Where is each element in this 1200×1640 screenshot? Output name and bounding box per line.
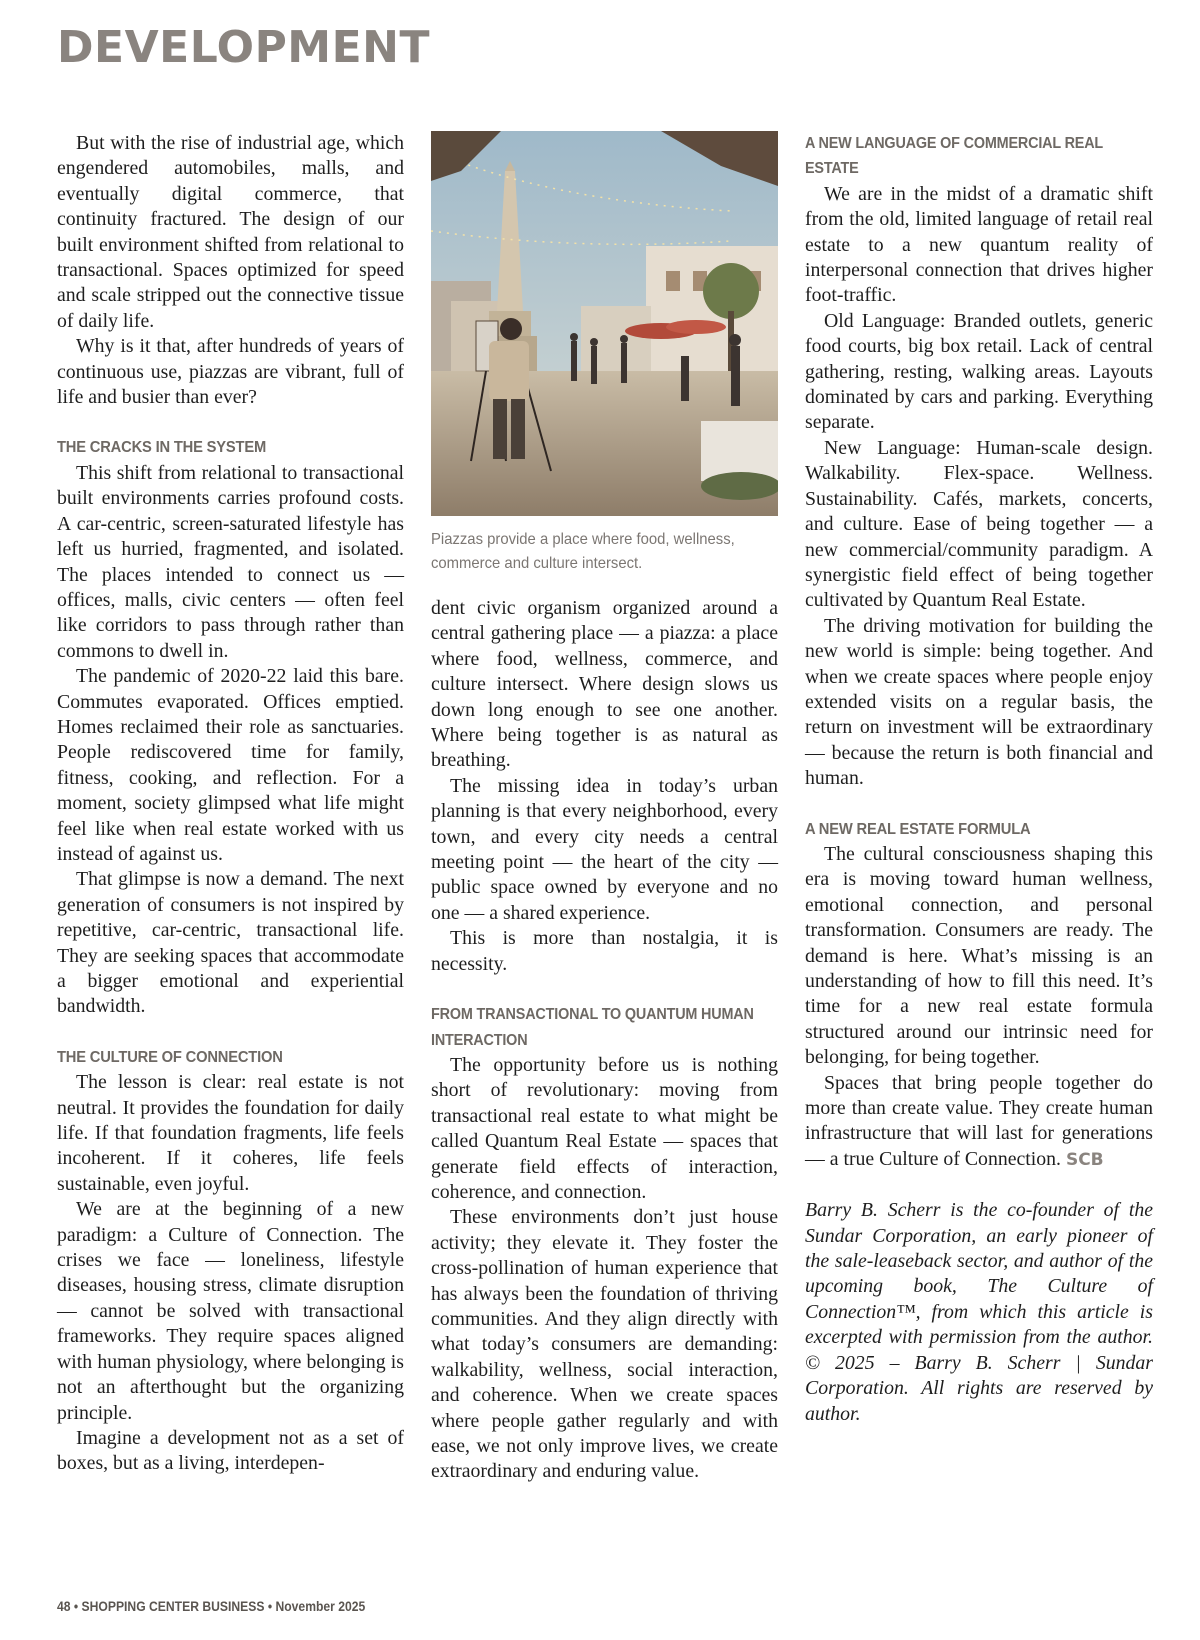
paragraph: The lesson is clear: real estate is not neutral. It provides the foundation for daily life. If that foundation fragments, life feels incoherent. If it coheres, life feels sustainable, even joyful.: [57, 1071, 404, 1195]
photo-caption: Piazzas provide a place where food, wellness, commerce and culture intersect.: [431, 531, 735, 572]
paragraph: The cultural consciousness shaping this era is moving toward human wellness, emotional connection, and personal transformation. Consumers are ready. The demand is here. What’s missing is an understanding of how to fill this need. It’s time for a new real estate formula structured around our intrinsic need for belonging, for being together.: [805, 842, 1153, 1069]
paragraph: We are in the midst of a dramatic shift from the old, limited language of retail real estate to a new quantum reality of interpersonal connection that drives higher foot-traffic.: [805, 182, 1153, 307]
paragraph: The missing idea in today’s urban planning is that every neighborhood, every town, and every city needs a central meeting point — the heart of the city — public space owned by everyone and no one — a shared experience.: [431, 774, 778, 924]
subheading: THE CULTURE OF CONNECTION: [57, 1048, 283, 1066]
paragraph: But with the rise of industrial age, which engendered automobiles, malls, and eventually digital commerce, that continuity fractured. The design of our built environment shifted from relational to transactional. Spaces optimized for speed and scale stripped out the connective tissue of daily life.: [57, 132, 404, 332]
signoff-mark: SCB: [1065, 1149, 1104, 1170]
paragraph: The driving motivation for building the new world is simple: being together. And when we create spaces where people enjoy extended visits on a regular basis, the return on investment will be extraordinary — because the return is both financial and human.: [805, 614, 1153, 790]
paragraph: The pandemic of 2020-22 laid this bare. Commutes evaporated. Offices emptied. Homes reclaimed their role as sanctuaries. People rediscovered time for family, fitness, cooking, and reflection. For a moment, society glimpsed what life might feel like when real estate worked with us instead of against us.: [57, 665, 404, 865]
paragraph: This is more than nostalgia, it is necessity.: [431, 927, 778, 975]
paragraph-with-signoff: [805, 1071, 1153, 1174]
subheading: A NEW LANGUAGE OF COMMERCIAL REAL ESTATE: [805, 135, 1103, 178]
paragraph: The opportunity before us is nothing short of revolutionary: moving from transactional real estate to what might be called Quantum Real Estate — spaces that generate field effects of interaction, coherence, and connection.: [431, 1053, 778, 1203]
subheading: A NEW REAL ESTATE FORMULA: [805, 820, 1031, 838]
column-1: [57, 131, 404, 1477]
paragraph: New Language: Human-scale design. Walkability. Flex-space. Wellness. Sustainability. Cafés, markets, concerts, and culture. Ease of being together — a new commercial/community paradigm. A synergistic field effect of being together cultivated by Quantum Real Estate.: [805, 436, 1153, 612]
section-title: DEVELOPMENT: [57, 22, 430, 73]
paragraph: Why is it that, after hundreds of years of continuous use, piazzas are vibrant, full of life and busier than ever?: [57, 335, 404, 409]
paragraph: Old Language: Branded outlets, generic food courts, big box retail. Lack of central gathering, resting, walking areas. Layouts dominated by cars and parking. Everything separate.: [805, 309, 1153, 434]
paragraph: That glimpse is now a demand. The next generation of consumers is not inspired by repetitive, car-centric, transactional life. They are seeking spaces that accommodate a bigger emotional and experiential bandwidth.: [57, 868, 404, 1018]
page-footer: 48 • SHOPPING CENTER BUSINESS • November 2025: [57, 1599, 366, 1614]
subheading: FROM TRANSACTIONAL TO QUANTUM HUMAN INTERACTION: [431, 1006, 754, 1049]
piazza-photo: [431, 131, 778, 516]
paragraph: This shift from relational to transactional built environments carries profound costs. A car-centric, screen-saturated lifestyle has left us hurried, fragmented, and isolated. The places intended to connect us — offices, malls, civic centers — often feel like corridors to pass through rather than commons to dwell in.: [57, 461, 404, 662]
column-3: [805, 131, 1153, 1427]
paragraph: We are at the beginning of a new paradigm: a Culture of Connection. The crises we face — loneliness, lifestyle diseases, housing stress, climate disruption — cannot be solved with transactional frameworks. They require spaces aligned with human physiology, where belonging is not an afterthought but the organizing principle.: [57, 1198, 404, 1424]
paragraph: Imagine a development not as a set of boxes, but as a living, interdepen-: [57, 1426, 404, 1475]
piazza-illustration: [431, 131, 778, 516]
paragraph-text: Spaces that bring people together do more than create value. They create human infrastructure that will last for generations — a true Culture of Connection.: [805, 1071, 1153, 1170]
author-bio: Barry B. Scherr is the co-founder of the Sundar Corporation, an early pioneer of the sale-leaseback sector, and author of the upcoming book, The Culture of Connection™, from which this article is excerpted with permission from the author. © 2025 – Barry B. Scherr | Sundar Corporation. All rights are reserved by author.: [805, 1199, 1153, 1425]
paragraph: These environments don’t just house activity; they elevate it. They foster the cross-pollination of human experience that has always been the foundation of thriving communities. And they align directly with what today’s consumers are demanding: walkability, wellness, social interaction, and coherence. When we create spaces where people gather regularly and with ease, we not only improve lives, we create extraordinary and enduring value.: [431, 1206, 778, 1483]
column-2: [431, 131, 778, 1485]
paragraph: dent civic organism organized around a central gathering place — a piazza: a place where food, wellness, commerce, and culture intersect. Where design slows us down long enough to see one another. Where being together is as natural as breathing.: [431, 597, 778, 772]
subheading: THE CRACKS IN THE SYSTEM: [57, 439, 267, 457]
